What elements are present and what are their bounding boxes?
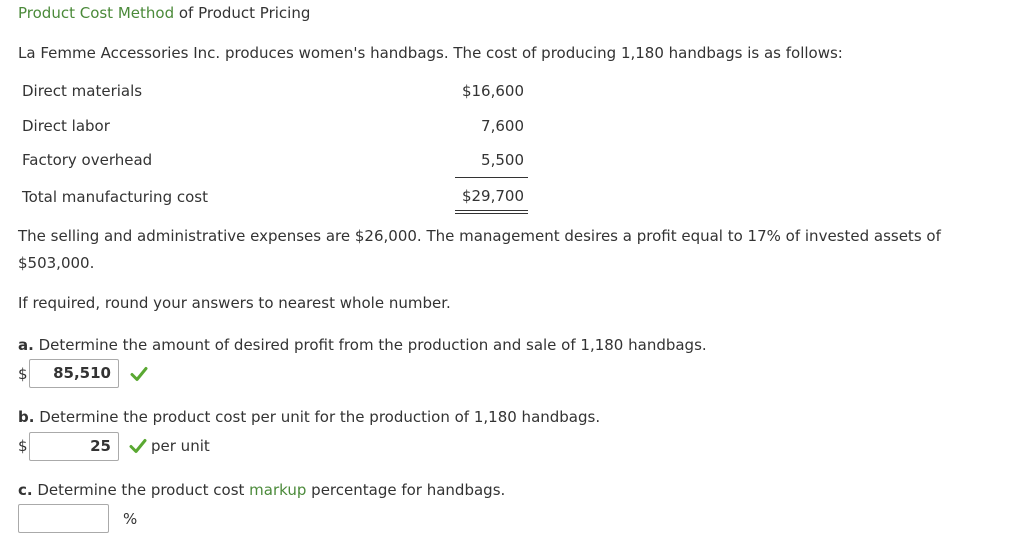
part-c-letter: c.	[18, 481, 33, 499]
cost-label-direct-materials: Direct materials	[22, 82, 143, 100]
markup-link[interactable]: markup	[249, 481, 307, 499]
rounding-note: If required, round your answers to nearest whole number.	[18, 294, 451, 312]
part-b-letter: b.	[18, 408, 35, 426]
total-double-rule-top	[455, 210, 528, 211]
part-c-question	[18, 481, 505, 499]
part-a-question	[18, 336, 707, 354]
expenses-paragraph-line2: $503,000.	[18, 254, 95, 272]
part-b-question	[18, 408, 600, 426]
subtotal-rule	[455, 177, 528, 178]
part-b-question-text: Determine the product cost per unit for the production of 1,180 handbags.	[34, 408, 601, 426]
part-a-answer-input[interactable]: 85,510	[29, 359, 119, 388]
checkmark-icon	[129, 437, 147, 455]
cost-label-direct-labor: Direct labor	[22, 117, 110, 135]
part-c-question-after: percentage for handbags.	[306, 481, 506, 499]
cost-label-factory-overhead: Factory overhead	[22, 151, 153, 169]
part-a-letter: a.	[18, 336, 34, 354]
cost-label-total: Total manufacturing cost	[22, 188, 208, 206]
page-title-rest: of Product Pricing	[174, 4, 311, 22]
cost-value-direct-materials: $16,600	[461, 82, 524, 100]
part-b-currency: $	[18, 437, 28, 455]
intro-text: La Femme Accessories Inc. produces women's handbags. The cost of producing 1,180 handbags is as follows:	[18, 44, 843, 62]
checkmark-icon	[130, 365, 148, 383]
expenses-paragraph-line1: The selling and administrative expenses are $26,000. The management desires a profit equal to 17% of invested assets of	[18, 227, 941, 245]
cost-value-direct-labor: 7,600	[481, 117, 524, 135]
page-title	[18, 4, 310, 22]
cost-value-factory-overhead: 5,500	[481, 151, 524, 169]
part-a-question-text: Determine the amount of desired profit from the production and sale of 1,180 handbags.	[33, 336, 707, 354]
part-c-percent-suffix: %	[123, 510, 138, 528]
part-b-answer-input[interactable]: 25	[29, 432, 119, 461]
part-c-answer-input[interactable]	[18, 504, 109, 533]
product-cost-method-link[interactable]: Product Cost Method	[18, 4, 175, 22]
part-a-currency: $	[18, 365, 28, 383]
part-c-question-before: Determine the product cost	[32, 481, 250, 499]
total-double-rule-bottom	[455, 213, 528, 214]
cost-value-total: $29,700	[461, 187, 524, 205]
part-b-unit-suffix: per unit	[151, 437, 210, 455]
